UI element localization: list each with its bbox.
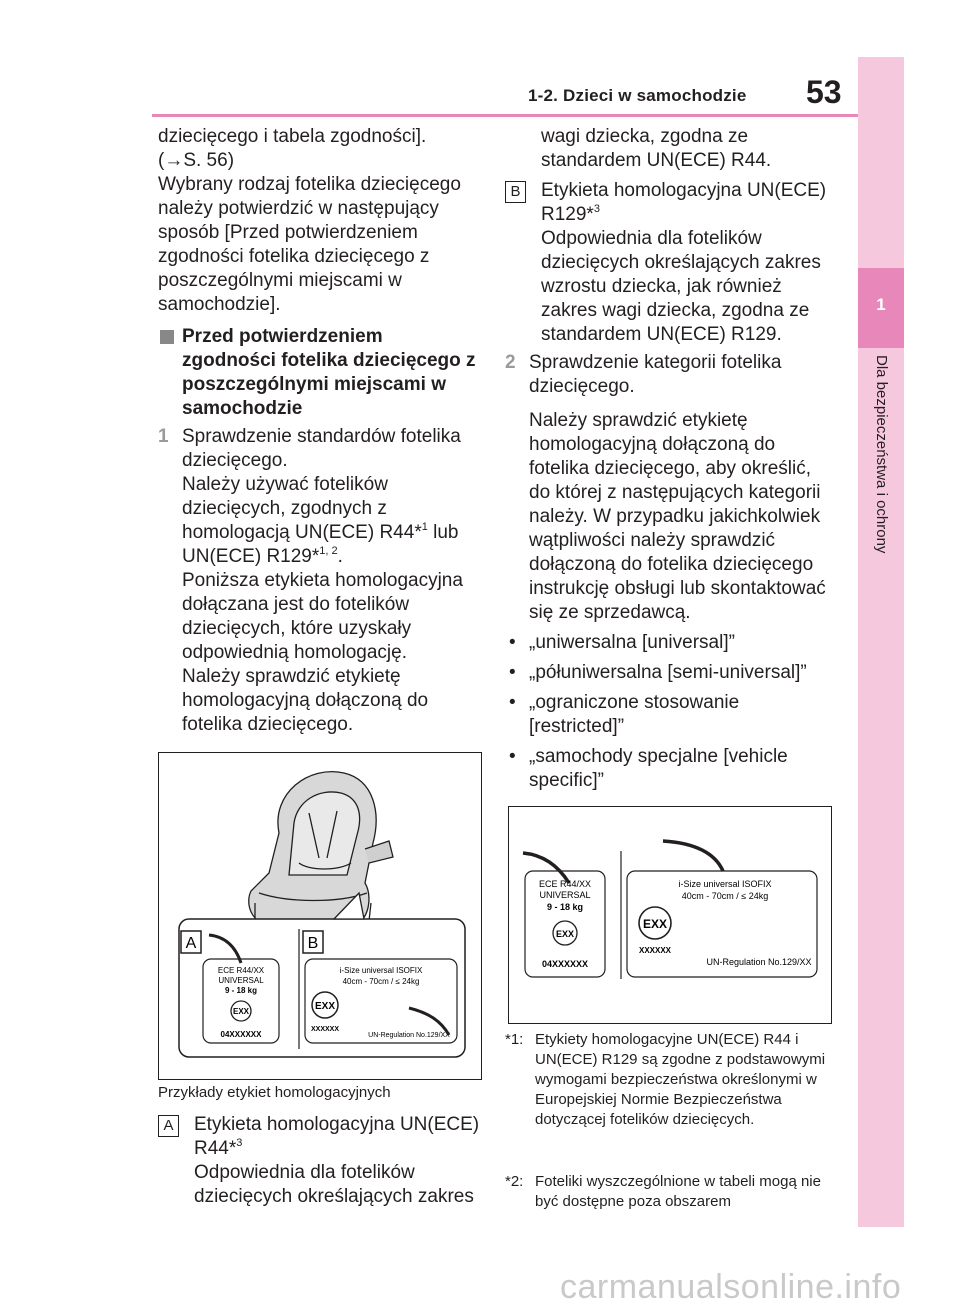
step-text: Poniższa etykieta homologacyjna dołączana jest do fotelików dziecięcych, które uzyskały odpowiednią homologację. (182, 570, 463, 663)
r129-regulation: UN-Regulation No.129/XX (368, 1032, 450, 1039)
r129-line1: i-Size universal ISOFIX (339, 966, 423, 975)
child-seat-illustration (159, 753, 481, 1079)
child-seat-figure (158, 752, 482, 1080)
paragraph: wagi dziecka, zgodna ze standardem UN(ECE) R44. (541, 126, 772, 171)
r129-line1: i-Size universal ISOFIX (678, 879, 772, 889)
step-title: Sprawdzenie standardów fotelika dziecięcego. (182, 426, 461, 471)
label-a-title (194, 1113, 480, 1161)
footnote-1 (505, 1030, 835, 1130)
chapter-tab[interactable] (858, 268, 904, 348)
r129-regulation: UN-Regulation No.129/XX (706, 957, 812, 967)
label-b-marker: B (505, 181, 526, 203)
label-a-item (158, 1113, 480, 1209)
r44-line1: ECE R44/XX (217, 966, 265, 975)
category-list (505, 631, 835, 793)
paragraph: dziecięcego i tabela zgodności]. (158, 126, 427, 147)
step-1 (158, 425, 480, 737)
bullet-icon: • (509, 692, 516, 713)
label-a-marker: A (158, 1115, 179, 1137)
list-item-text: „samochody specjalne [vehicle specific]” (529, 746, 788, 791)
footnote-text: Foteliki wyszczególnione w tabeli mogą nie być dostępne poza obszarem (535, 1173, 821, 1210)
list-item (505, 631, 835, 655)
footnote-mark: *1: (505, 1031, 524, 1048)
r44-emark: EXX (232, 1007, 250, 1016)
step-number: 1 (158, 426, 169, 447)
step-text (182, 473, 480, 569)
label-b-title (541, 179, 835, 227)
step-title: Sprawdzenie kategorii fotelika dziecięcego. (529, 352, 782, 397)
footnote-ref: 3 (236, 1137, 243, 1149)
footnote-ref: 3 (593, 203, 600, 215)
label-b-letter: B (307, 935, 319, 952)
child-seat-icon (249, 772, 393, 925)
square-bullet-icon (160, 330, 174, 344)
r44-code: 04XXXXXX (220, 1030, 262, 1039)
step-text-part: . (337, 546, 343, 567)
r44-code: 04XXXXXX (541, 959, 589, 969)
list-item (505, 691, 835, 739)
header-rule (152, 114, 858, 117)
right-column (505, 125, 835, 793)
section-heading-text: Przed potwierdzeniem zgodności fotelika dziecięcego z poszczególnymi miejscami w samochodzie (182, 326, 476, 419)
footnote-mark: *2: (505, 1173, 524, 1190)
label-a-text: Odpowiednia dla fotelików dziecięcych określających zakres (194, 1162, 474, 1207)
r44-emark: EXX (555, 929, 575, 939)
footnote-ref: 1, 2 (319, 545, 338, 557)
r129-emark: EXX (314, 1001, 336, 1012)
paragraph: Wybrany rodzaj fotelika dziecięcego należy potwierdzić w następujący sposób [Przed potwierdzeniem zgodności fotelika dziecięcego z poszczególnymi miejscami w samochodzie]. (158, 174, 461, 315)
step-2 (505, 351, 835, 625)
chapter-title: Dla bezpieczeństwa i ochrony (873, 355, 890, 554)
list-item (505, 661, 835, 685)
step-text-part: lub UN(ECE) R129* (182, 522, 459, 567)
bullet-icon: • (509, 632, 516, 653)
label-b-text: Odpowiednia dla fotelików dziecięcych określających zakres wzrostu dziecka, jak również zakres wagi dziecka, zgodna ze standardem UN(ECE) R129. (541, 228, 821, 345)
bullet-icon: • (509, 662, 516, 683)
r44-line2: UNIVERSAL (539, 890, 591, 900)
running-head: 1-2. Dzieci w samochodzie (528, 86, 747, 105)
r44-line1: ECE R44/XX (538, 879, 592, 889)
footnote-2 (505, 1172, 835, 1212)
list-item (505, 745, 835, 793)
list-item-text: „uniwersalna [universal]” (529, 632, 735, 653)
label-b-description (505, 179, 835, 347)
r44-line3: 9 - 18 kg (546, 902, 584, 912)
r129-code: XXXXXX (638, 946, 672, 955)
footnote-text: Etykiety homologacyjne UN(ECE) R44 i UN(ECE) R129 są zgodne z podstawowymi wymogami bezpieczeństwa określonymi w Europejskiej Normie Bezpieczeństwa dotyczącej fotelików dziecięcych. (535, 1031, 826, 1128)
step-text-part: Należy używać fotelików dziecięcych, zgodnych z homologacją UN(ECE) R44* (182, 474, 422, 543)
chapter-number: 1 (876, 295, 886, 314)
list-item-text: „ograniczone stosowanie [restricted]” (529, 692, 740, 737)
footnote-ref: 1 (421, 521, 428, 533)
label-a-letter: A (185, 935, 197, 952)
r129-emark: EXX (642, 917, 668, 931)
r129-code: XXXXXX (310, 1026, 340, 1033)
step-number: 2 (505, 352, 516, 373)
watermark: carmanualsonline.info (560, 1268, 902, 1306)
r44-line2: UNIVERSAL (218, 976, 264, 985)
r44-line3: 9 - 18 kg (224, 986, 258, 995)
r129-line2: 40cm - 70cm / ≤ 24kg (342, 977, 420, 986)
chapter-sidebar (858, 57, 904, 1227)
step-text: Należy sprawdzić etykietę homologacyjną dołączoną do fotelika dziecięcego. (182, 666, 429, 735)
labels-illustration (509, 807, 831, 1023)
label-a-title-text: Etykieta homologacyjna UN(ECE) R44* (194, 1114, 480, 1159)
label-b-title-text: Etykieta homologacyjna UN(ECE) R129* (541, 180, 827, 225)
figure-caption: Przykłady etykiet homologacyjnych (158, 1084, 391, 1101)
section-heading (158, 325, 480, 421)
bullet-icon: • (509, 746, 516, 767)
page-reference-link[interactable]: (→S. 56) (158, 150, 235, 171)
r129-line2: 40cm - 70cm / ≤ 24kg (681, 891, 769, 901)
arrow-icon (663, 841, 723, 871)
step-text: Należy sprawdzić etykietę homologacyjną dołączoną do fotelika dziecięcego, aby określić, do której z następujących kategorii należy. W przypadku jakichkolwiek wątpliwości należy sprawdzić dołączoną do fotelika dziecięcego instrukcję obsługi lub skontaktować się ze sprzedawcą. (529, 410, 826, 623)
page-number: 53 (806, 74, 842, 110)
list-item-text: „półuniwersalna [semi-universal]” (529, 662, 807, 683)
label-a-description (158, 1113, 480, 1209)
homologation-labels-figure (508, 806, 832, 1024)
left-column (158, 125, 480, 737)
